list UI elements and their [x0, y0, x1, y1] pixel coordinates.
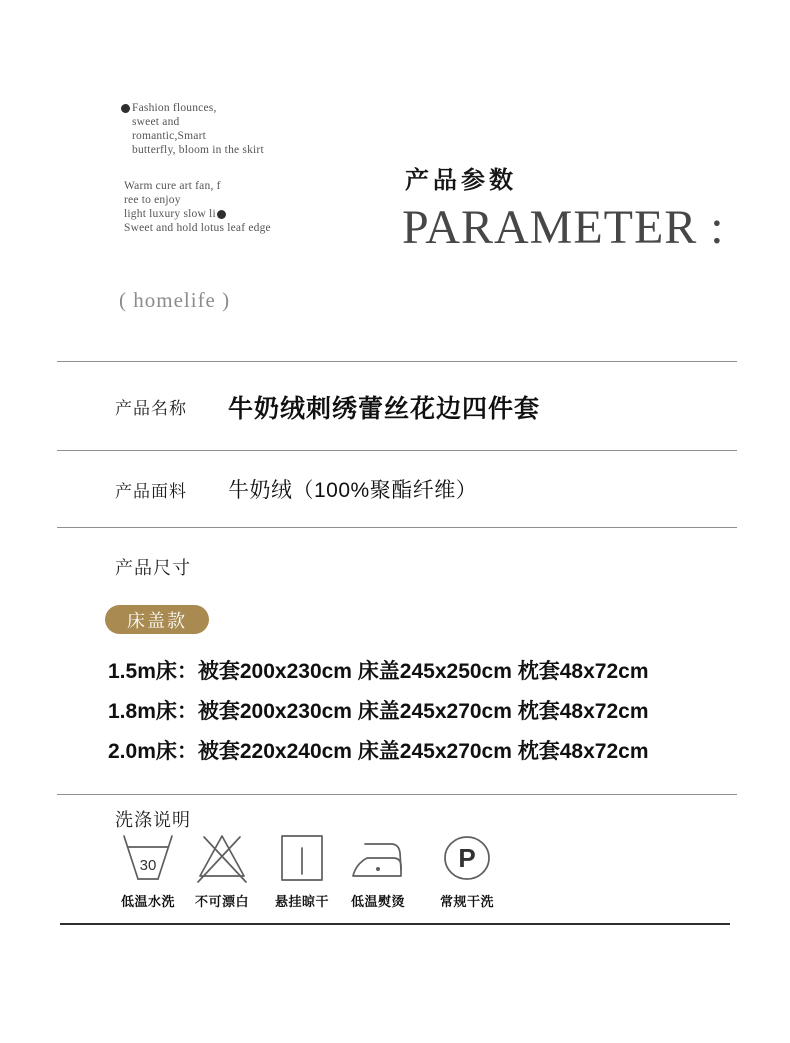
wash-instruction-label: 不可漂白: [194, 894, 249, 909]
wash-section-heading: 洗涤说明: [115, 810, 191, 830]
wash-instruction-item: [182, 831, 262, 910]
hang-dry-icon: [279, 831, 325, 885]
divider: [57, 450, 737, 451]
intro-line: Fashion flounces,: [132, 102, 217, 114]
intro-text-block-2: [124, 179, 271, 235]
intro-line: ree to enjoy: [124, 194, 181, 206]
divider: [57, 794, 737, 795]
size-spec-line: 2.0m床：被套220x240cm 床盖245x270cm 枕套48x72cm: [108, 740, 649, 763]
intro-line: sweet and: [132, 116, 180, 128]
wash-instruction-label: 常规干洗: [439, 894, 494, 909]
svg-text:P: P: [458, 843, 476, 873]
divider-dark: [60, 923, 730, 925]
svg-text:30: 30: [139, 857, 157, 874]
intro-line: romantic,Smart: [132, 130, 207, 142]
bullet-icon: [121, 104, 130, 113]
wash-instruction-item: [262, 831, 342, 910]
intro-text-block-1: [132, 101, 264, 157]
brand-text: ( homelife ): [119, 288, 231, 312]
divider: [57, 527, 737, 528]
page-title-en: PARAMETER :: [402, 201, 725, 254]
wash-instruction-label: 悬挂晾干: [274, 894, 329, 909]
intro-line: Sweet and hold lotus leaf edge: [124, 222, 271, 234]
wash-low-temp-icon: [116, 831, 180, 885]
spec-value-fabric: 牛奶绒（100%聚酯纤维）: [228, 479, 478, 502]
size-spec-line: 1.5m床：被套200x230cm 床盖245x250cm 枕套48x72cm: [108, 660, 649, 683]
spec-label-fabric: 产品面料: [115, 482, 187, 501]
dry-clean-icon: [441, 831, 493, 885]
page-title-cn: 产品参数: [405, 167, 517, 194]
iron-low-temp-icon: [348, 831, 408, 885]
size-section-heading: 产品尺寸: [115, 558, 191, 578]
wash-instruction-label: 低温水洗: [120, 894, 175, 909]
intro-line: Warm cure art fan, f: [124, 180, 221, 192]
wash-instruction-item: [338, 831, 418, 910]
bullet-icon: [217, 210, 226, 219]
spec-value-product-name: 牛奶绒刺绣蕾丝花边四件套: [228, 395, 541, 423]
size-spec-line: 1.8m床：被套200x230cm 床盖245x270cm 枕套48x72cm: [108, 700, 649, 723]
wash-instruction-item: [427, 831, 507, 910]
no-bleach-icon: [193, 831, 251, 885]
wash-instruction-item: [108, 831, 188, 910]
intro-line: light luxury slow li: [124, 207, 271, 221]
wash-instruction-label: 低温熨烫: [350, 894, 405, 909]
divider: [57, 361, 737, 362]
size-style-badge: 床盖款: [105, 605, 209, 634]
spec-label-product-name: 产品名称: [115, 399, 187, 418]
intro-line: butterfly, bloom in the skirt: [132, 144, 264, 156]
